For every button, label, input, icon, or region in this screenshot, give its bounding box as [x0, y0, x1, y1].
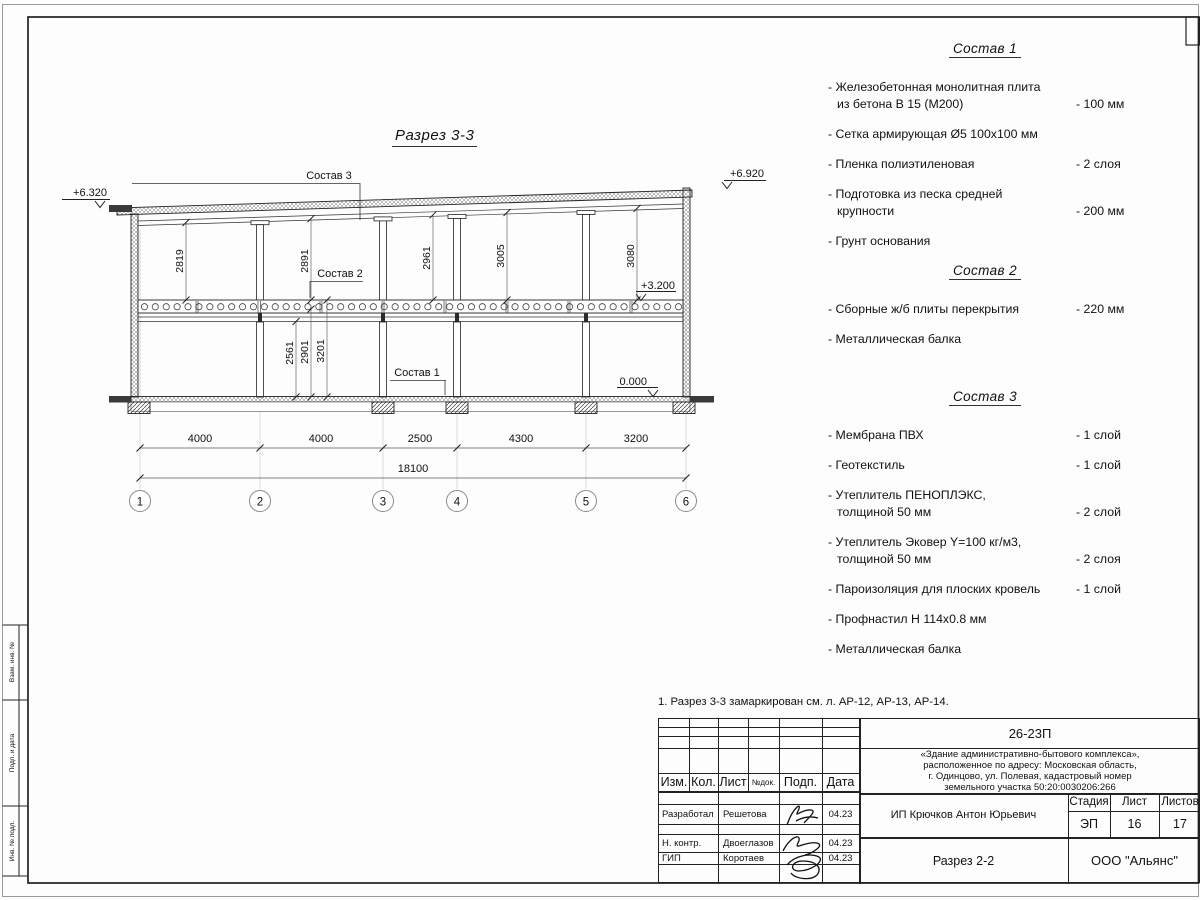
corner-stamp-box — [1186, 17, 1200, 45]
row-ncontrol-role: Н. контр. — [662, 837, 702, 849]
title-block — [658, 718, 1200, 883]
dim-3080: 3080 — [625, 244, 637, 268]
signature-gip — [777, 831, 829, 883]
composition-item-text: - Пароизоляция для плоских кровель — [828, 582, 1041, 596]
left-field-inv: Инв. № подл. — [9, 820, 16, 862]
composition-item — [828, 457, 1142, 474]
composition-item-text: - Утеплитель Эковер Y=100 кг/м3, толщиной 50 мм — [828, 535, 1022, 566]
composition-item-qty: - 220 мм — [1076, 302, 1125, 316]
composition-item-qty: - 1 слой — [1076, 582, 1121, 596]
axis-bubble-5: 5 — [582, 496, 590, 509]
span-dim-5: 3200 — [623, 433, 649, 445]
callout-sostav-2: Состав 2 — [317, 268, 363, 280]
dim-2891: 2891 — [299, 249, 311, 273]
eave-bar-left — [109, 205, 132, 212]
composition-2-title: Состав 2 — [949, 263, 1021, 280]
ground-bar-right — [690, 396, 714, 403]
row-gip-role: ГИП — [662, 852, 681, 864]
composition-2 — [828, 262, 1142, 361]
callout-sostav-1: Состав 1 — [394, 367, 440, 379]
composition-item — [828, 233, 1142, 250]
span-dim-2: 4000 — [308, 433, 334, 445]
col-data: Дата — [826, 775, 855, 789]
composition-item — [828, 611, 1142, 628]
span-dimensions — [137, 433, 690, 482]
project-line-2: расположенное по адресу: Московская область, — [923, 759, 1137, 771]
dim-3005: 3005 — [495, 244, 507, 268]
row-developer-date: 04.23 — [828, 808, 853, 820]
sheets-label: Листов — [1161, 796, 1199, 808]
composition-item-text: - Геотекстиль — [828, 458, 905, 472]
row-gip-name: Коротаев — [723, 852, 765, 864]
axis-bubble-2: 2 — [256, 496, 264, 509]
composition-item-text: - Пленка полиэтиленовая — [828, 157, 975, 171]
composition-item — [828, 487, 1142, 521]
span-dim-3: 2500 — [407, 433, 433, 445]
composition-item — [828, 126, 1142, 143]
composition-item-text: - Профнастил Н 114х0.8 мм — [828, 612, 987, 626]
dim-2961: 2961 — [421, 246, 433, 270]
composition-item-qty: - 1 слой — [1076, 458, 1121, 472]
dim-2819: 2819 — [174, 249, 186, 273]
composition-item-text: - Утеплитель ПЕНОПЛЭКС, толщиной 50 мм — [828, 488, 986, 519]
project-line-1: «Здание административно-бытового комплекса», — [920, 748, 1140, 760]
composition-item — [828, 534, 1142, 568]
total-dim: 18100 — [397, 463, 429, 475]
axis-bubble-6: 6 — [682, 496, 690, 509]
axis-bubble-3: 3 — [379, 496, 387, 509]
sheet-value: 16 — [1127, 817, 1142, 831]
composition-item-qty: - 100 мм — [1076, 97, 1125, 111]
composition-item — [828, 186, 1142, 220]
signature-developer — [783, 801, 823, 829]
row-developer-role: Разработал — [662, 808, 714, 820]
elevation-0000: 0.000 — [619, 376, 647, 388]
col-list: Лист — [719, 775, 747, 789]
beam-bearings — [258, 313, 588, 332]
elevation-6320: +6.320 — [73, 187, 107, 199]
row-ncontrol-name: Двоеглазов — [723, 837, 774, 849]
col-izm: Изм. — [660, 775, 688, 789]
axis-bubble-1: 1 — [136, 496, 144, 509]
span-dim-4: 4300 — [508, 433, 534, 445]
ground-slab — [131, 397, 690, 403]
ground-bar-left — [109, 396, 131, 403]
col-podp: Подп. — [783, 775, 818, 789]
wall-left — [131, 214, 138, 397]
stage-value: ЭП — [1080, 817, 1098, 831]
ground-subbase — [131, 402, 690, 412]
left-field-podp: Подп. и дата — [9, 733, 16, 773]
elevation-6920: +6.920 — [730, 168, 764, 180]
company-name: ООО "Альянс" — [1091, 853, 1178, 868]
sheets-value: 17 — [1173, 817, 1187, 831]
axis-bubble-4: 4 — [453, 496, 461, 509]
client-name: ИП Крючков Антон Юрьевич — [890, 809, 1037, 821]
composition-item — [828, 79, 1142, 113]
composition-item — [828, 427, 1142, 444]
span-dim-1: 4000 — [187, 433, 213, 445]
slab-voids — [139, 303, 682, 312]
composition-item-qty: - 200 мм — [1076, 204, 1125, 218]
composition-item-text: - Металлическая балка — [828, 332, 962, 346]
composition-item-qty: - 1 слой — [1076, 428, 1121, 442]
row-ncontrol-date: 04.23 — [828, 837, 853, 849]
composition-1 — [828, 40, 1142, 263]
section-name: Разрез 2-2 — [932, 853, 995, 868]
composition-item — [828, 301, 1142, 318]
elevation-3200: +3.200 — [641, 280, 675, 292]
composition-item-qty: - 2 слой — [1076, 505, 1121, 519]
col-ndok: №док. — [751, 777, 776, 787]
stage-label: Стадия — [1069, 796, 1109, 808]
composition-item-text: - Сетка армирующая Ø5 100х100 мм — [828, 127, 1038, 141]
composition-item-text: - Подготовка из песка средней крупности — [828, 187, 1003, 218]
doc-code: 26-23П — [1008, 726, 1052, 741]
composition-item — [828, 641, 1142, 658]
sheet-note: 1. Разрез 3-3 замаркирован см. л. АР-12, АР-13, АР-14. — [658, 696, 949, 708]
composition-item-qty: - 2 слоя — [1076, 552, 1121, 566]
drawing-title: Разрез 3-3 — [392, 127, 477, 147]
composition-item-text: - Металлическая балка — [828, 642, 962, 656]
callout-sostav-3: Состав 3 — [306, 170, 352, 182]
composition-1-title: Состав 1 — [949, 41, 1021, 58]
composition-item — [828, 156, 1142, 173]
dim-3201: 3201 — [315, 339, 327, 363]
wall-right — [683, 188, 690, 397]
dim-2561: 2561 — [284, 341, 296, 365]
composition-item-qty: - 2 слоя — [1076, 157, 1121, 171]
composition-item-text: - Грунт основания — [828, 234, 931, 248]
composition-item — [828, 581, 1142, 598]
row-gip-date: 04.23 — [828, 852, 853, 864]
col-kol: Кол. — [691, 775, 716, 789]
dim-2901: 2901 — [299, 340, 311, 364]
project-line-3: г. Одинцово, ул. Полевая, кадастровый номер — [928, 770, 1132, 782]
left-field-vzam: Взам. инв. № — [9, 641, 16, 683]
composition-3-title: Состав 3 — [949, 389, 1021, 406]
composition-3 — [828, 388, 1142, 671]
row-developer-name: Решетова — [723, 808, 767, 820]
composition-item-text: - Сборные ж/б плиты перекрытия — [828, 302, 1020, 316]
project-line-4: земельного участка 50:20:0030206:266 — [944, 781, 1116, 793]
composition-item — [828, 331, 1142, 348]
sheet-label: Лист — [1122, 796, 1147, 808]
composition-item-text: - Мембрана ПВХ — [828, 428, 924, 442]
composition-item-text: - Железобетонная монолитная плита из бетона В 15 (М200) — [828, 80, 1041, 111]
axis-bubbles — [130, 491, 697, 512]
upper-dims — [174, 205, 641, 304]
axis-lines — [140, 230, 686, 489]
project-description — [859, 748, 1200, 793]
